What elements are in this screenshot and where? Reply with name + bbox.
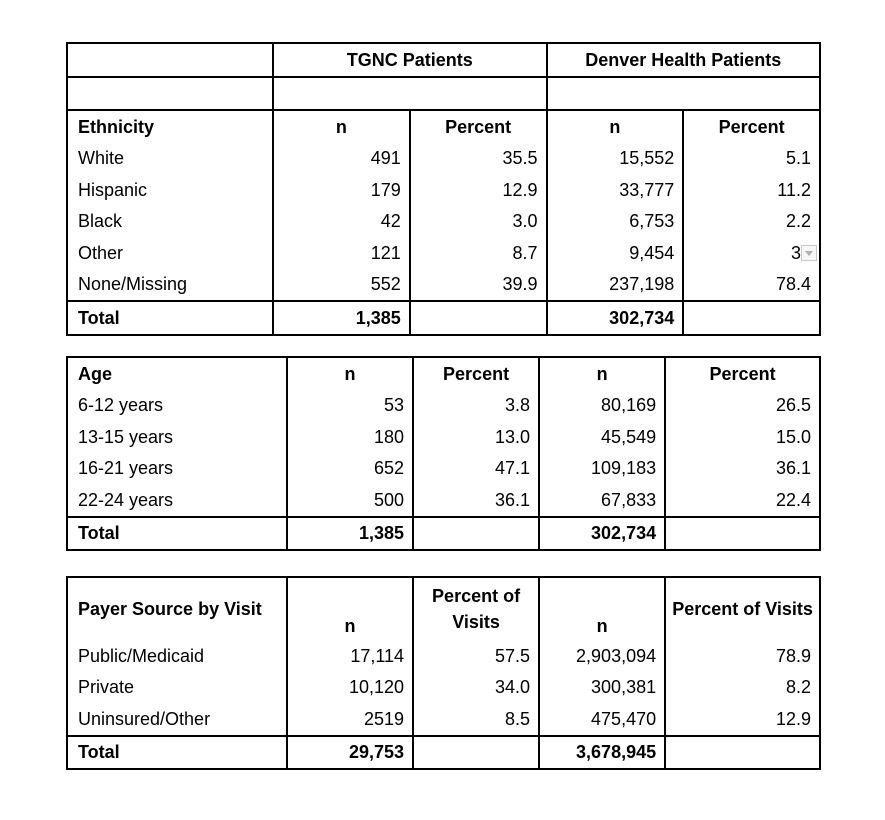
empty-cell	[413, 517, 539, 551]
empty-cell	[683, 301, 820, 335]
row-label: Uninsured/Other	[67, 703, 287, 736]
column-header-percent-of-visits: Percent of Visits	[413, 577, 539, 640]
column-header-n: n	[547, 110, 684, 143]
empty-cell	[410, 301, 547, 335]
column-header-row	[67, 110, 820, 143]
table-row	[67, 484, 820, 517]
tgnc-percent: 8.5	[413, 703, 539, 736]
total-row	[67, 736, 820, 770]
tgnc-n: 552	[273, 269, 410, 302]
tgnc-percent: 47.1	[413, 453, 539, 485]
blank-cell	[410, 77, 547, 111]
row-label: Black	[67, 206, 273, 238]
dh-n: 300,381	[539, 672, 665, 704]
tgnc-total-n: 1,385	[287, 517, 413, 551]
table-row	[67, 143, 820, 175]
blank-cell	[683, 77, 820, 111]
group-header-row	[67, 43, 820, 77]
row-label: None/Missing	[67, 269, 273, 302]
total-row	[67, 517, 820, 551]
group-header-tgnc: TGNC Patients	[273, 43, 547, 77]
payer-source-table	[66, 576, 821, 770]
tgnc-percent: 12.9	[410, 174, 547, 206]
dh-n: 15,552	[547, 143, 684, 175]
tgnc-n: 17,114	[287, 640, 413, 672]
dh-percent: 3	[790, 242, 801, 263]
tgnc-n: 179	[273, 174, 410, 206]
dh-percent: 78.4	[683, 269, 820, 302]
empty-cell	[413, 736, 539, 770]
table-row	[67, 703, 820, 736]
dh-n: 67,833	[539, 484, 665, 517]
dh-percent: 5.1	[683, 143, 820, 175]
empty-cell	[665, 736, 820, 770]
age-table	[66, 356, 821, 551]
dh-n: 109,183	[539, 453, 665, 485]
dh-percent: 15.0	[665, 421, 820, 453]
total-label: Total	[67, 736, 287, 770]
section-label: Age	[67, 357, 287, 390]
column-header-percent: Percent	[683, 110, 820, 143]
dh-n: 2,903,094	[539, 640, 665, 672]
column-header-n: n	[273, 110, 410, 143]
column-header-n: n	[539, 577, 665, 640]
tgnc-percent: 34.0	[413, 672, 539, 704]
dh-n: 9,454	[547, 237, 684, 269]
dh-n: 6,753	[547, 206, 684, 238]
tgnc-n: 121	[273, 237, 410, 269]
table-row	[67, 237, 820, 269]
row-label: Private	[67, 672, 287, 704]
table-row	[67, 269, 820, 302]
column-header-n: n	[287, 577, 413, 640]
table-row	[67, 390, 820, 422]
dh-n: 475,470	[539, 703, 665, 736]
row-label: 16-21 years	[67, 453, 287, 485]
dh-percent: 36.1	[665, 453, 820, 485]
total-row	[67, 301, 820, 335]
table-row	[67, 174, 820, 206]
total-label: Total	[67, 301, 273, 335]
row-label: Other	[67, 237, 273, 269]
column-header-percent-of-visits: Percent of Visits	[665, 577, 820, 640]
dh-percent-cell	[683, 237, 820, 269]
tgnc-n: 42	[273, 206, 410, 238]
table-row	[67, 672, 820, 704]
table-row	[67, 206, 820, 238]
tgnc-total-n: 29,753	[287, 736, 413, 770]
table-row	[67, 421, 820, 453]
tgnc-n: 500	[287, 484, 413, 517]
total-label: Total	[67, 517, 287, 551]
tgnc-percent: 35.5	[410, 143, 547, 175]
tgnc-percent: 13.0	[413, 421, 539, 453]
tgnc-n: 53	[287, 390, 413, 422]
dh-n: 45,549	[539, 421, 665, 453]
tgnc-percent: 8.7	[410, 237, 547, 269]
row-label: 13-15 years	[67, 421, 287, 453]
dh-percent: 2.2	[683, 206, 820, 238]
row-label: Hispanic	[67, 174, 273, 206]
blank-cell	[547, 77, 684, 111]
column-header-n: n	[287, 357, 413, 390]
blank-row	[67, 77, 820, 111]
tgnc-percent: 57.5	[413, 640, 539, 672]
tgnc-n: 491	[273, 143, 410, 175]
dh-n: 33,777	[547, 174, 684, 206]
ethnicity-table	[66, 42, 821, 336]
tgnc-total-n: 1,385	[273, 301, 410, 335]
dh-total-n: 302,734	[547, 301, 684, 335]
section-label: Payer Source by Visit	[67, 577, 287, 640]
column-header-row	[67, 357, 820, 390]
blank-cell	[273, 77, 410, 111]
tgnc-percent: 3.0	[410, 206, 547, 238]
tgnc-n: 652	[287, 453, 413, 485]
tgnc-percent: 39.9	[410, 269, 547, 302]
dh-percent: 11.2	[683, 174, 820, 206]
tgnc-n: 10,120	[287, 672, 413, 704]
dh-percent: 12.9	[665, 703, 820, 736]
column-header-percent: Percent	[413, 357, 539, 390]
column-header-n: n	[539, 357, 665, 390]
row-label: Public/Medicaid	[67, 640, 287, 672]
tgnc-n: 2519	[287, 703, 413, 736]
row-label: 22-24 years	[67, 484, 287, 517]
dh-n: 80,169	[539, 390, 665, 422]
column-header-row	[67, 577, 820, 640]
dh-percent: 8.2	[665, 672, 820, 704]
empty-cell	[665, 517, 820, 551]
dh-total-n: 3,678,945	[539, 736, 665, 770]
section-label: Ethnicity	[67, 110, 273, 143]
column-header-percent: Percent	[665, 357, 820, 390]
table-row	[67, 640, 820, 672]
column-header-percent: Percent	[410, 110, 547, 143]
blank-cell	[67, 77, 273, 111]
table-row	[67, 453, 820, 485]
empty-header-cell	[67, 43, 273, 77]
dh-percent: 26.5	[665, 390, 820, 422]
row-label: 6-12 years	[67, 390, 287, 422]
dh-n: 237,198	[547, 269, 684, 302]
dh-percent: 78.9	[665, 640, 820, 672]
tgnc-percent: 3.8	[413, 390, 539, 422]
row-label: White	[67, 143, 273, 175]
tgnc-percent: 36.1	[413, 484, 539, 517]
group-header-denver-health: Denver Health Patients	[547, 43, 821, 77]
tgnc-n: 180	[287, 421, 413, 453]
dh-total-n: 302,734	[539, 517, 665, 551]
dh-percent: 22.4	[665, 484, 820, 517]
dropdown-arrow-icon[interactable]	[801, 245, 817, 261]
